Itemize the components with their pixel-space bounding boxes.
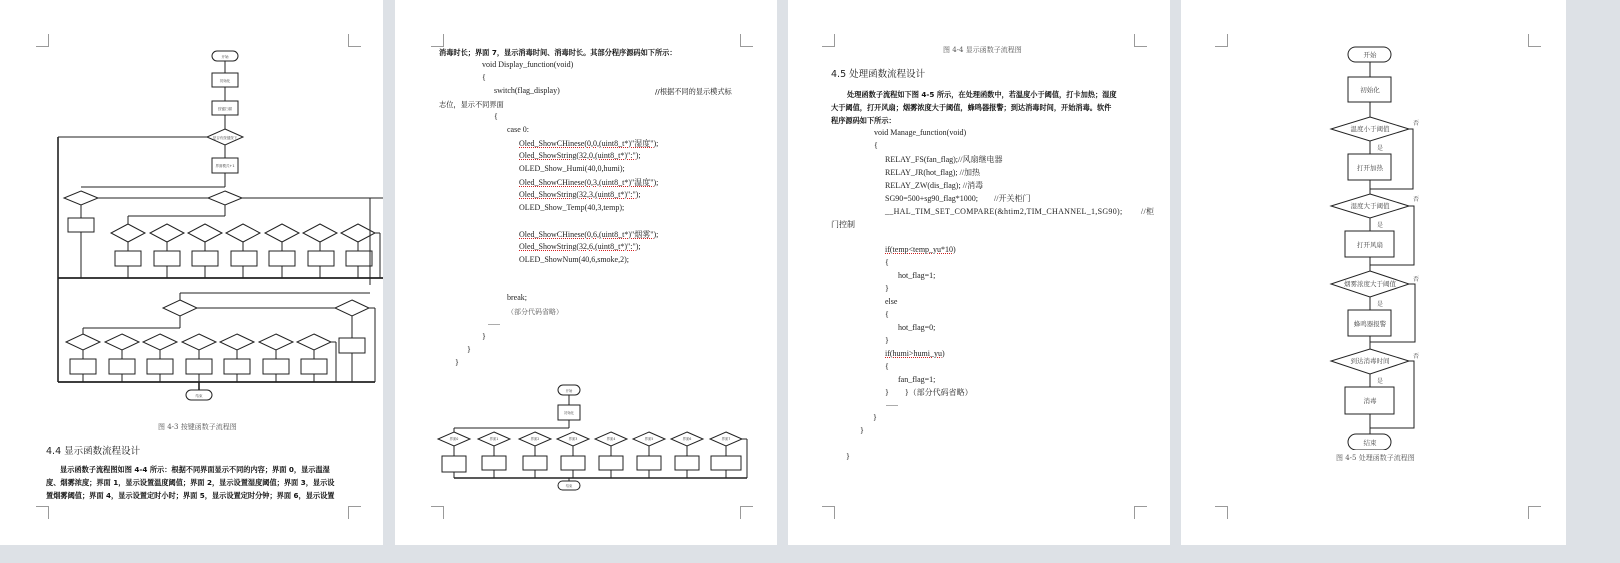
code-line: } bbox=[885, 284, 889, 293]
key-function-flowchart bbox=[0, 0, 383, 410]
code-line: hot_flag=1; bbox=[898, 271, 936, 280]
crop-mark bbox=[740, 506, 753, 519]
code-line: __HAL_TIM_SET_COMPARE(&htim2,TIM_CHANNEL_1,SG90); //柜 bbox=[885, 207, 1155, 216]
code-line: break; bbox=[507, 293, 527, 302]
code-omitted-note: （部分代码省略） bbox=[507, 308, 563, 316]
code-line: ...... bbox=[886, 399, 898, 408]
code-line: { bbox=[482, 73, 486, 82]
code-line: SG90=500+sg90_flag*1000; //开关柜门 bbox=[885, 194, 1031, 203]
document-page-3 bbox=[788, 0, 1170, 545]
code-line: else bbox=[885, 297, 898, 306]
svg-text:温度小于阈值: 温度小于阈值 bbox=[1350, 125, 1390, 133]
svg-text:界面0: 界面0 bbox=[449, 437, 459, 441]
svg-text:结束: 结束 bbox=[1363, 439, 1377, 447]
code-line: RELAY_JR(hot_flag); //加热 bbox=[885, 168, 981, 177]
svg-text:蜂鸣器报警: 蜂鸣器报警 bbox=[1353, 320, 1387, 328]
svg-text:界面5: 界面5 bbox=[644, 437, 654, 441]
code-line: if(temp<temp_yu*10) bbox=[885, 245, 956, 254]
code-line: OLED_Show_Humi(40,0,humi); bbox=[519, 164, 625, 173]
document-page-2 bbox=[395, 0, 777, 545]
svg-text:是: 是 bbox=[1377, 301, 1384, 308]
svg-text:否: 否 bbox=[1413, 196, 1420, 203]
code-line: } bbox=[482, 332, 486, 341]
figure-caption: 图 4-5 处理函数子流程图 bbox=[1336, 454, 1415, 462]
svg-text:是: 是 bbox=[1377, 378, 1384, 385]
code-line: { bbox=[885, 258, 889, 267]
svg-text:界面2: 界面2 bbox=[530, 437, 540, 441]
section-heading: 4.5 处理函数流程设计 bbox=[831, 69, 926, 80]
code-comment: 志位，显示不同界面 bbox=[439, 100, 504, 109]
code-line: OLED_ShowNum(40,6,smoke,2); bbox=[519, 255, 629, 264]
code-line: } bbox=[467, 345, 471, 354]
code-line: } bbox=[885, 336, 889, 345]
code-line: Oled_ShowString(32,3,(uint8_t*)":"); bbox=[519, 190, 641, 199]
code-line: Oled_ShowString(32,6,(uint8_t*)":"); bbox=[519, 242, 641, 251]
svg-text:湿度大于阈值: 湿度大于阈值 bbox=[1350, 202, 1390, 210]
code-line: RELAY_ZW(dis_flag); //消毒 bbox=[885, 181, 984, 190]
code-line: Oled_ShowCHinese(0,6,(uint8_t*)"烟雾"); bbox=[519, 230, 659, 239]
code-line: case 0: bbox=[507, 125, 529, 134]
crop-mark bbox=[1528, 506, 1541, 519]
code-line: Oled_ShowCHinese(0,3,(uint8_t*)"温度"); bbox=[519, 178, 659, 187]
crop-mark bbox=[1134, 506, 1147, 519]
crop-mark bbox=[740, 34, 753, 47]
body-paragraph: 处理函数子流程如下图 4-5 所示，在处理函数中，若温度小于阈值，打卡加热；湿度 大于阈值，打开风扇；烟雾浓度大于阈值，蜂鸣器报警；到达消毒时间，开始消毒。软件 程序源码如下所示： bbox=[831, 90, 1117, 125]
document-page-1 bbox=[0, 0, 383, 545]
code-line: } bbox=[873, 413, 877, 422]
code-line: { bbox=[885, 362, 889, 371]
code-line: if(humi>humi_yu) bbox=[885, 349, 945, 358]
svg-text:初始化: 初始化 bbox=[219, 79, 231, 83]
svg-text:初始化: 初始化 bbox=[1360, 86, 1380, 94]
code-line: } bbox=[860, 426, 864, 435]
crop-mark bbox=[348, 506, 361, 519]
crop-mark bbox=[1134, 34, 1147, 47]
svg-text:是: 是 bbox=[1377, 145, 1384, 152]
svg-text:按键扫描: 按键扫描 bbox=[218, 107, 232, 111]
code-line: 门控制 bbox=[831, 220, 855, 229]
code-line: RELAY_FS(fan_flag);//风扇继电器 bbox=[885, 155, 1003, 164]
code-line: { bbox=[874, 141, 878, 150]
svg-text:是: 是 bbox=[1377, 222, 1384, 229]
code-line: fan_flag=1; bbox=[898, 375, 936, 384]
document-page-4 bbox=[1181, 0, 1566, 545]
svg-text:界面3: 界面3 bbox=[568, 437, 578, 441]
code-line: } }（部分代码省略） bbox=[885, 388, 973, 397]
svg-text:否: 否 bbox=[1413, 353, 1420, 360]
code-line: } bbox=[846, 452, 850, 461]
svg-text:结束: 结束 bbox=[565, 484, 573, 488]
body-paragraph: 显示函数子流程图如图 4-4 所示：根据不同界面显示不同的内容；界面 0，显示温湿 度、烟雾浓度；界面 1，显示设置温度阈值；界面 2，显示设置湿度阈值；界面 3，显示设 置烟雾阈值；界面 4，显示设置定时小时；界面 5，显示设置定时分钟；界面 6，显示设置 bbox=[46, 465, 335, 500]
code-line: ...... bbox=[488, 318, 500, 327]
svg-text:界面1: 界面1 bbox=[489, 437, 499, 441]
crop-mark bbox=[431, 506, 444, 519]
manage-function-flowchart bbox=[1181, 0, 1566, 450]
svg-text:到达消毒时间: 到达消毒时间 bbox=[1350, 357, 1390, 365]
svg-text:否: 否 bbox=[1413, 120, 1420, 127]
section-heading: 4.4 显示函数流程设计 bbox=[46, 446, 141, 457]
display-function-flowchart bbox=[395, 380, 777, 495]
svg-text:是否有按键按下: 是否有按键按下 bbox=[212, 136, 238, 140]
figure-caption: 图 4-4 显示函数子流程图 bbox=[943, 46, 1022, 54]
code-line: void Manage_function(void) bbox=[874, 128, 967, 137]
svg-text:界面6: 界面6 bbox=[682, 437, 692, 441]
code-line: switch(flag_display) bbox=[494, 86, 560, 95]
code-line: } bbox=[455, 358, 459, 367]
svg-text:开始: 开始 bbox=[565, 389, 573, 393]
svg-text:界面模式+1: 界面模式+1 bbox=[215, 164, 235, 168]
code-line: hot_flag=0; bbox=[898, 323, 936, 332]
crop-mark bbox=[822, 506, 835, 519]
svg-text:初始化: 初始化 bbox=[564, 411, 574, 415]
svg-text:界面4: 界面4 bbox=[606, 437, 616, 441]
svg-text:烟雾浓度大于阈值: 烟雾浓度大于阈值 bbox=[1344, 280, 1396, 288]
code-line: { bbox=[494, 112, 498, 121]
crop-mark bbox=[822, 34, 835, 47]
svg-text:界面7: 界面7 bbox=[721, 437, 731, 441]
start-node-label: 开始 bbox=[1363, 51, 1377, 59]
figure-caption: 图 4-3 按键函数子流程图 bbox=[158, 423, 237, 431]
code-line: void Display_function(void) bbox=[482, 60, 574, 69]
crop-mark bbox=[1215, 506, 1228, 519]
svg-text:消毒: 消毒 bbox=[1363, 397, 1377, 405]
svg-text:开始: 开始 bbox=[221, 55, 229, 59]
code-line: { bbox=[885, 310, 889, 319]
body-paragraph: 消毒时长；界面 7，显示消毒时间、消毒时长。其部分程序源码如下所示： bbox=[439, 48, 677, 57]
code-line: Oled_ShowCHinese(0,0,(uint8_t*)"湿度"); bbox=[519, 139, 659, 148]
crop-mark bbox=[36, 506, 49, 519]
svg-text:结束: 结束 bbox=[195, 394, 203, 398]
code-line: OLED_Show_Temp(40,3,temp); bbox=[519, 203, 625, 212]
code-comment: //根据不同的显示模式标 bbox=[655, 87, 732, 96]
svg-text:打开加热: 打开加热 bbox=[1357, 164, 1383, 172]
code-line: Oled_ShowString(32,0,(uint8_t*)":"); bbox=[519, 151, 641, 160]
svg-text:否: 否 bbox=[1413, 276, 1420, 283]
svg-text:打开风扇: 打开风扇 bbox=[1357, 241, 1383, 249]
